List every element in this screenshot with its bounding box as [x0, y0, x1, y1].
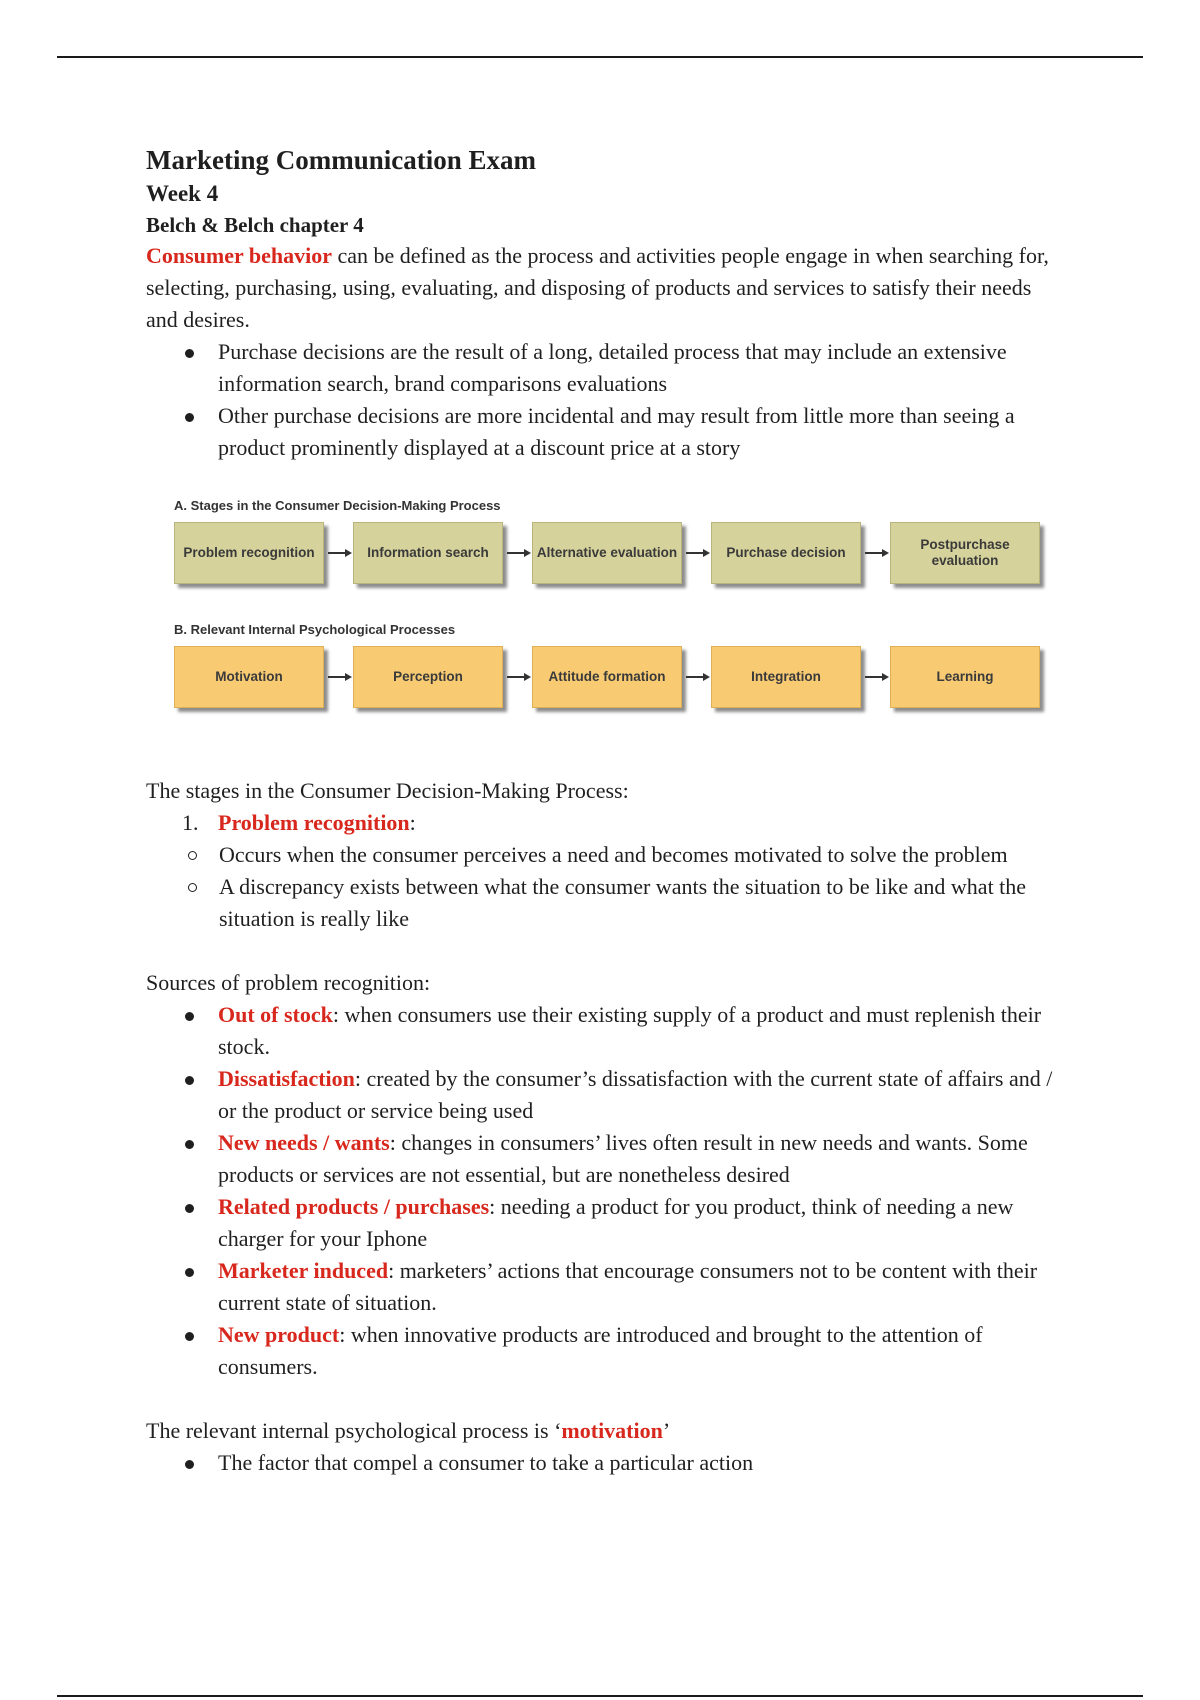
term-consumer-behavior: Consumer behavior	[146, 243, 332, 268]
source-term: Related products / purchases	[218, 1194, 490, 1219]
source-term: New product	[218, 1322, 340, 1347]
figure-section-a-label: A. Stages in the Consumer Decision-Making Process	[174, 498, 501, 513]
list-item: A discrepancy exists between what the consumer wants the situation to be like and what the situation is really like	[219, 871, 1066, 935]
term-motivation: motivation	[561, 1418, 663, 1443]
spacer	[146, 935, 1066, 967]
source-text: : changes in consumers’ lives often result in new needs and wants. Some products or services are not essential, but are nonetheless desired	[218, 1130, 1028, 1187]
arrow-icon	[865, 672, 889, 682]
spacer	[146, 1383, 1066, 1415]
list-item: Occurs when the consumer perceives a need and becomes motivated to solve the problem	[219, 839, 1066, 871]
stage-box: Postpurchase evaluation	[890, 522, 1040, 584]
stages-numbered-list	[146, 807, 1066, 935]
stages-lead: The stages in the Consumer Decision-Making Process:	[146, 778, 629, 803]
source-term: Out of stock	[218, 1002, 333, 1027]
source-text: : when consumers use their existing supply of a product and must replenish their stock.	[218, 1002, 1042, 1059]
stage-box: Purchase decision	[711, 522, 861, 584]
term-problem-recognition: Problem recognition	[218, 810, 410, 835]
arrow-icon	[328, 672, 352, 682]
top-rule	[57, 56, 1143, 58]
list-item	[218, 1063, 1066, 1127]
list-item	[182, 807, 1066, 935]
motivation-bullet-list	[146, 1447, 1066, 1479]
sources-bullet-list	[146, 999, 1066, 1383]
source-text: : when innovative products are introduced and brought to the attention of consumers.	[218, 1322, 983, 1379]
intro-definition: can be defined as the process and activities people engage in when searching for, selecting, purchasing, using, evaluating, and disposing of products and services to satisfy their needs and desires.	[146, 243, 1049, 332]
process-box: Motivation	[174, 646, 324, 708]
list-item	[218, 1319, 1066, 1383]
sources-lead: Sources of problem recognition:	[146, 970, 431, 995]
arrow-icon	[865, 548, 889, 558]
motivation-lead-close: ’	[662, 1418, 671, 1443]
source-term: Marketer induced	[218, 1258, 389, 1283]
sub-bullet-list	[146, 839, 1066, 935]
chapter-heading: Belch & Belch chapter 4	[146, 213, 364, 237]
source-term: Dissatisfaction	[218, 1066, 355, 1091]
arrow-icon	[507, 672, 531, 682]
decision-process-figure	[146, 478, 1066, 771]
document-body	[146, 143, 1066, 1479]
list-item	[218, 1255, 1066, 1319]
intro-paragraph	[146, 240, 1066, 336]
week-heading: Week 4	[146, 181, 219, 206]
list-item	[218, 1191, 1066, 1255]
arrow-icon	[686, 672, 710, 682]
process-box: Perception	[353, 646, 503, 708]
bottom-rule	[57, 1695, 1143, 1697]
process-box: Learning	[890, 646, 1040, 708]
intro-bullet-list	[146, 336, 1066, 464]
list-number: 1.	[182, 810, 199, 835]
source-term: New needs / wants	[218, 1130, 390, 1155]
motivation-lead	[146, 1415, 1066, 1447]
list-item	[218, 999, 1066, 1063]
document-title: Marketing Communication Exam	[146, 145, 536, 175]
stage-box: Alternative evaluation	[532, 522, 682, 584]
motivation-lead-text: The relevant internal psychological process is ‘	[146, 1418, 562, 1443]
arrow-icon	[328, 548, 352, 558]
list-item	[218, 1127, 1066, 1191]
term-colon: :	[409, 810, 416, 835]
source-text: : needing a product for you product, think of needing a new charger for your Iphone	[218, 1194, 1014, 1251]
arrow-icon	[507, 548, 531, 558]
list-item: Other purchase decisions are more incidental and may result from little more than seeing a product prominently displayed at a discount price at a story	[218, 400, 1066, 464]
stage-box: Problem recognition	[174, 522, 324, 584]
stage-box: Information search	[353, 522, 503, 584]
list-item: Purchase decisions are the result of a long, detailed process that may include an extensive information search, brand comparisons evaluations	[218, 336, 1066, 400]
source-text: : marketers’ actions that encourage consumers not to be content with their current state of situation.	[218, 1258, 1038, 1315]
process-box: Integration	[711, 646, 861, 708]
list-item: The factor that compel a consumer to take a particular action	[218, 1447, 1066, 1479]
source-text: : created by the consumer’s dissatisfaction with the current state of affairs and / or the product or service being used	[218, 1066, 1053, 1123]
figure-section-b-label: B. Relevant Internal Psychological Processes	[174, 622, 456, 637]
arrow-icon	[686, 548, 710, 558]
process-box: Attitude formation	[532, 646, 682, 708]
